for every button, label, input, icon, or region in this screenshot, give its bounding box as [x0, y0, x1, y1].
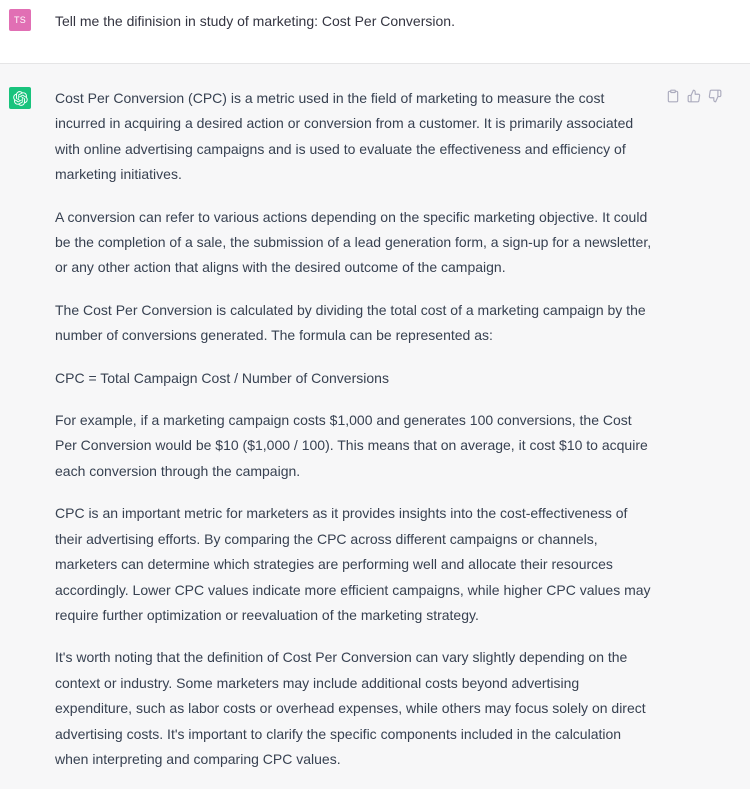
thumbs-up-button[interactable]	[686, 88, 701, 103]
response-paragraph-7: It's worth noting that the definition of Cost Per Conversion can vary slightly depending on the context or industry. Some marketers may include additional costs beyond advertising expenditure, such as labor costs or overhead expenses, while others may focus solely on direct advertising costs. It's important to clarify the specific components included in the calculation when interpreting and comparing CPC values.	[55, 649, 646, 767]
clipboard-icon	[666, 89, 680, 103]
response-paragraph-2: A conversion can refer to various actions depending on the specific marketing objective. It could be the completion of a sale, the submission of a lead generation form, a sign-up for a newsletter, or any other action that aligns with the desired outcome of the campaign.	[55, 208, 652, 276]
assistant-message-row	[0, 64, 750, 788]
thumbs-up-icon	[687, 89, 701, 103]
response-paragraph-6: CPC is an important metric for marketers as it provides insights into the cost-effectiveness of their advertising efforts. By comparing the CPC across different campaigns or channels, marketers can determine which strategies are performing well and allocate their resources accordingly. Lower CPC values indicate more efficient campaigns, while higher CPC values may require further optimization or reevaluation of the marketing strategy.	[55, 505, 651, 623]
user-avatar: TS	[9, 9, 31, 31]
response-paragraph-5: For example, if a marketing campaign costs $1,000 and generates 100 conversions, the Cost Per Conversion would be $10 ($1,000 / 100). This means that on average, it cost $10 to acquire each conversion through the campaign.	[55, 412, 648, 479]
copy-button[interactable]	[665, 88, 680, 103]
response-paragraph-1: Cost Per Conversion (CPC) is a metric used in the field of marketing to measure the cost incurred in acquiring a desired action or conversion from a customer. It is primarily associated with online advertising campaigns and is used to evaluate the effectiveness and efficiency of marketing initiatives.	[55, 90, 634, 183]
message-actions	[665, 88, 722, 103]
assistant-message-content	[55, 86, 655, 789]
response-paragraph-3: The Cost Per Conversion is calculated by dividing the total cost of a marketing campaign by the number of conversions generated. The formula can be represented as:	[55, 301, 646, 344]
openai-logo-icon	[9, 87, 31, 109]
user-message-text: Tell me the difinision in study of marketing: Cost Per Conversion.	[55, 13, 455, 29]
user-message-row	[0, 0, 750, 64]
thumbs-down-button[interactable]	[707, 88, 722, 103]
response-formula: CPC = Total Campaign Cost / Number of Conversions	[55, 369, 389, 386]
thumbs-down-icon	[708, 89, 722, 103]
